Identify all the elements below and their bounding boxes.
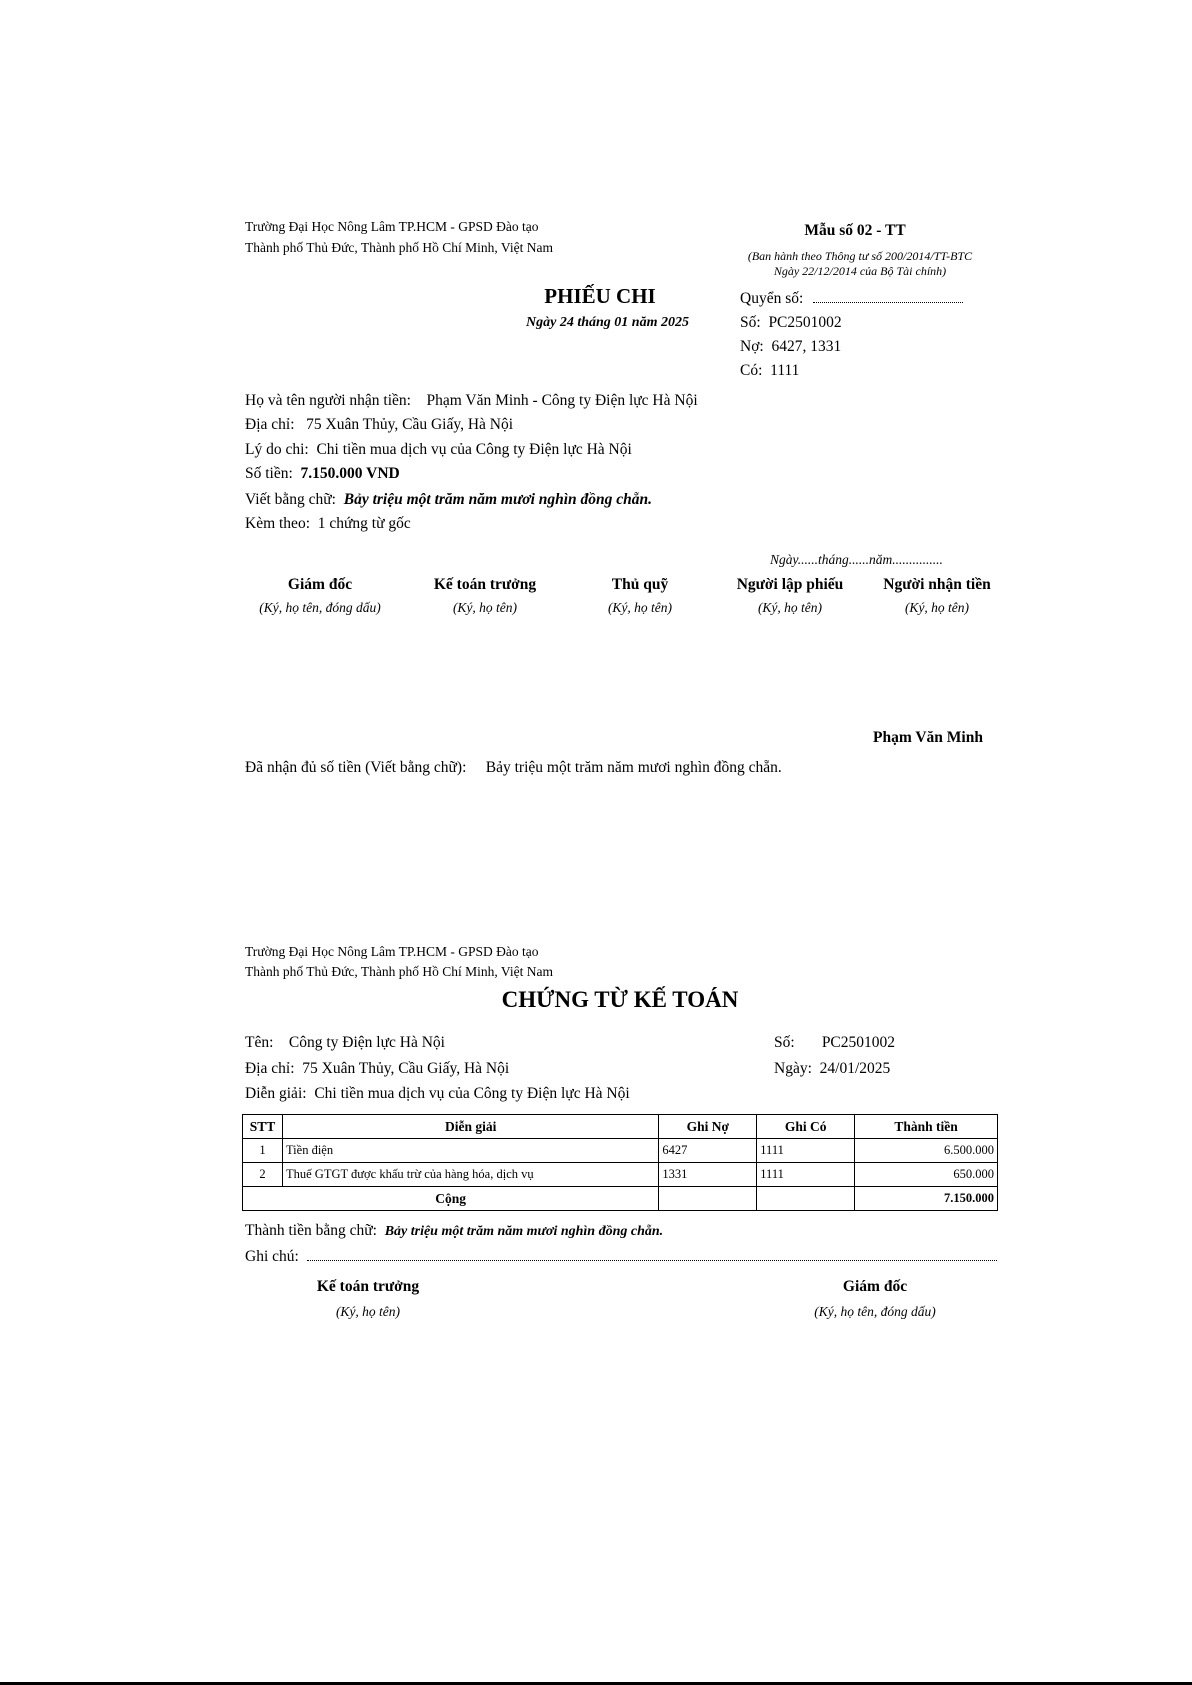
total-empty-debit	[659, 1187, 757, 1211]
form-issued-line2: Ngày 22/12/2014 của Bộ Tài chính)	[773, 264, 947, 278]
amount-value: 7.150.000 VND	[300, 465, 400, 482]
book-number	[740, 290, 963, 308]
attach-line	[245, 515, 411, 533]
received-label: Đã nhận đủ số tiền (Viết bằng chữ):	[245, 759, 467, 776]
sig2-note-chief-accountant: (Ký, họ tên)	[335, 1304, 401, 1319]
cell-amount: 6.500.000	[855, 1139, 998, 1163]
note-label-2: Ghi chú:	[245, 1248, 299, 1265]
org-address-2: Thành phố Thủ Đức, Thành phố Hồ Chí Minh, Việt Nam	[245, 964, 553, 979]
note-line-2	[245, 1248, 997, 1266]
number-value-2: PC2501002	[821, 1034, 896, 1051]
sig-title-cashier: Thủ quỹ	[611, 576, 669, 593]
words-line-2	[245, 1222, 663, 1240]
sig-note-receiver: (Ký, họ tên)	[904, 600, 970, 615]
cell-desc: Thuế GTGT được khấu trừ của hàng hóa, dịch vụ	[282, 1163, 658, 1187]
words-label: Viết bằng chữ:	[245, 491, 336, 508]
reason-line	[245, 441, 632, 459]
debit-label: Nợ:	[740, 338, 764, 355]
receiver-name: Phạm Văn Minh	[873, 729, 983, 746]
form-issued-line1: (Ban hành theo Thông tư số 200/2014/TT-BTC	[747, 249, 973, 263]
col-header-desc: Diễn giải	[282, 1115, 658, 1139]
amount-label: Số tiền:	[245, 465, 293, 482]
cell-desc: Tiền điện	[282, 1139, 658, 1163]
total-amount: 7.150.000	[855, 1187, 998, 1211]
attach-label: Kèm theo:	[245, 515, 310, 532]
voucher-date: Ngày 24 tháng 01 năm 2025	[526, 315, 689, 330]
name-label: Tên:	[245, 1034, 274, 1051]
sig-title-preparer: Người lập phiếu	[736, 576, 844, 593]
name-value: Công ty Điện lực Hà Nội	[288, 1034, 445, 1051]
cell-credit: 1111	[757, 1163, 855, 1187]
sig-title-receiver: Người nhận tiền	[883, 576, 991, 593]
words-line	[245, 491, 652, 509]
org-address: Thành phố Thủ Đức, Thành phố Hồ Chí Minh, Việt Nam	[245, 240, 553, 255]
date-label-2: Ngày:	[774, 1060, 812, 1077]
number-label-2: Số:	[774, 1034, 795, 1051]
words-value-2: Bảy triệu một trăm năm mươi nghìn đồng chẵn.	[384, 1224, 664, 1239]
credit-label: Có:	[740, 362, 763, 379]
debit-value: 6427, 1331	[771, 338, 842, 355]
address-label-2: Địa chỉ:	[245, 1060, 295, 1077]
recipient-label: Họ và tên người nhận tiền:	[245, 392, 411, 409]
reason-label: Lý do chi:	[245, 441, 309, 458]
address-line-2	[245, 1060, 509, 1078]
sig2-note-director: (Ký, họ tên, đóng dấu)	[814, 1304, 936, 1319]
credit-value: 1111	[770, 362, 800, 379]
sign-date: Ngày......tháng......năm...............	[770, 552, 943, 567]
book-label: Quyển số:	[740, 290, 804, 307]
desc-label-2: Diễn giải:	[245, 1085, 307, 1102]
cell-debit: 6427	[659, 1139, 757, 1163]
cell-stt: 1	[243, 1139, 283, 1163]
org-name: Trường Đại Học Nông Lâm TP.HCM - GPSD Đào tạo	[245, 219, 539, 234]
words-value: Bảy triệu một trăm năm mươi nghìn đồng chẵn.	[343, 491, 653, 508]
address-value: 75 Xuân Thủy, Cầu Giấy, Hà Nội	[306, 416, 514, 433]
cell-stt: 2	[243, 1163, 283, 1187]
attach-value: 1 chứng từ gốc	[317, 515, 411, 532]
book-dots	[813, 302, 963, 303]
credit-accounts	[740, 362, 799, 380]
form-code: Mẫu số 02 - TT	[804, 222, 906, 239]
number-value: PC2501002	[768, 314, 842, 331]
number-label: Số:	[740, 314, 761, 331]
col-header-stt: STT	[243, 1115, 283, 1139]
address-label: Địa chỉ:	[245, 416, 295, 433]
debit-accounts	[740, 338, 841, 356]
accounting-table	[242, 1114, 998, 1211]
note-dots	[307, 1260, 997, 1261]
cell-credit: 1111	[757, 1139, 855, 1163]
sig-note-director: (Ký, họ tên, đóng dấu)	[259, 600, 381, 615]
address-value-2: 75 Xuân Thủy, Cầu Giấy, Hà Nội	[302, 1060, 510, 1077]
words-label-2: Thành tiền bằng chữ:	[245, 1222, 377, 1239]
voucher-number	[740, 314, 842, 332]
received-line	[245, 759, 782, 777]
cell-amount: 650.000	[855, 1163, 998, 1187]
voucher2-title: CHỨNG TỪ KẾ TOÁN	[501, 987, 739, 1012]
number-line-2	[774, 1034, 895, 1052]
desc-line-2	[245, 1085, 630, 1103]
address-line	[245, 416, 513, 434]
org-name-2: Trường Đại Học Nông Lâm TP.HCM - GPSD Đào tạo	[245, 944, 539, 959]
sig-note-cashier: (Ký, họ tên)	[607, 600, 673, 615]
sig-note-chief-accountant: (Ký, họ tên)	[452, 600, 518, 615]
table-row	[243, 1139, 998, 1163]
total-empty-credit	[757, 1187, 855, 1211]
table-total-row	[243, 1187, 998, 1211]
total-label: Cộng	[243, 1187, 659, 1211]
desc-value-2: Chi tiền mua dịch vụ của Công ty Điện lực Hà Nội	[314, 1085, 630, 1102]
date-value-2: 24/01/2025	[819, 1060, 891, 1077]
cell-debit: 1331	[659, 1163, 757, 1187]
col-header-debit: Ghi Nợ	[659, 1115, 757, 1139]
recipient-value: Phạm Văn Minh - Công ty Điện lực Hà Nội	[426, 392, 698, 409]
reason-value: Chi tiền mua dịch vụ của Công ty Điện lực Hà Nội	[316, 441, 632, 458]
voucher-title: PHIẾU CHI	[544, 284, 656, 308]
recipient-line	[245, 392, 698, 410]
table-row	[243, 1163, 998, 1187]
sig-title-director: Giám đốc	[287, 576, 353, 593]
received-words: Bảy triệu một trăm năm mươi nghìn đồng chẵn.	[485, 759, 782, 776]
sig2-title-director: Giám đốc	[842, 1278, 908, 1295]
sig2-title-chief-accountant: Kế toán trưởng	[316, 1278, 420, 1295]
table-header-row	[243, 1115, 998, 1139]
col-header-amount: Thành tiền	[855, 1115, 998, 1139]
amount-line	[245, 465, 400, 483]
col-header-credit: Ghi Có	[757, 1115, 855, 1139]
sig-title-chief-accountant: Kế toán trưởng	[433, 576, 537, 593]
name-line	[245, 1034, 445, 1052]
date-line-2	[774, 1060, 890, 1078]
sig-note-preparer: (Ký, họ tên)	[757, 600, 823, 615]
